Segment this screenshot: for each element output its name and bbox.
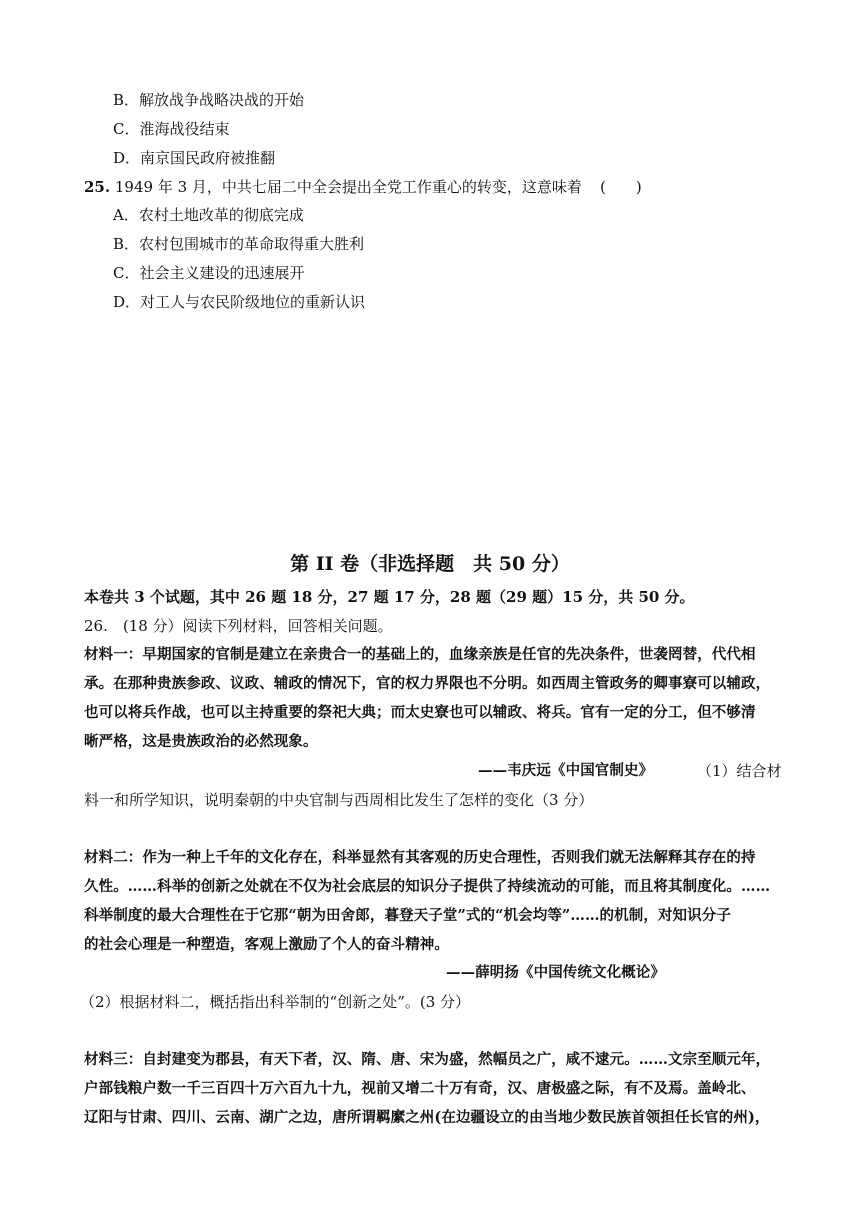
section-title: 第 II 卷（非选择题 共 50 分）	[290, 553, 570, 575]
question-25	[84, 177, 582, 197]
answer-bracket: ( )	[600, 178, 642, 196]
source-citation-1: ——韦庆远《中国官制史》	[478, 762, 654, 779]
material-line: 久性。……科举的创新之处就在不仅为社会底层的知识分子提供了持续流动的可能，而且将其制度化。……	[84, 878, 771, 895]
material-line: 材料二：作为一种上千年的文化存在，科举显然有其客观的历史合理性，否则我们就无法解释其存在的持	[84, 849, 756, 866]
material-line: 的社会心理是一种塑造，客观上激励了个人的奋斗精神。	[84, 936, 449, 953]
q25-option-d: D．对工人与农民阶级地位的重新认识	[113, 293, 366, 311]
material-line: 材料三：自封建变为郡县，有天下者，汉、隋、唐、宋为盛，然幅员之广，咸不逮元。……文宗至顺元年，	[84, 1051, 771, 1068]
question-number: 25.	[84, 178, 111, 196]
question-26-header: 26. (18 分）阅读下列材料，回答相关问题。	[84, 617, 393, 635]
material-line: 户部钱粮户数一千三百四十万六百九十九，视前又增二十万有奇，汉、唐极盛之际，有不及焉。盖岭北、	[84, 1080, 756, 1097]
question-stem: 1949 年 3 月，中共七届二中全会提出全党工作重心的转变，这意味着	[114, 178, 582, 196]
q24-option-b: B．解放战争战略决战的开始	[113, 91, 305, 109]
sub-question-1: 料一和所学知识，说明秦朝的中央官制与西周相比发生了怎样的变化（3 分）	[84, 791, 594, 809]
material-line: 科举制度的最大合理性在于它那“朝为田舍郎，暮登天子堂”式的“机会均等”……的机制，对知识分子	[84, 907, 731, 924]
q25-option-a: A．农村土地改革的彻底完成	[113, 206, 304, 224]
q24-option-c: C．淮海战役结束	[113, 120, 230, 138]
material-line: 晰严格，这是贵族政治的必然现象。	[84, 733, 318, 750]
material-line: 辽阳与甘肃、四川、云南、湖广之边，唐所谓羁縻之州(在边疆设立的由当地少数民族首领担任长官的州)，	[84, 1109, 770, 1126]
sub-question-2: （2）根据材料二，概括指出科举制的“创新之处”。(3 分）	[80, 993, 471, 1011]
q25-option-c: C．社会主义建设的迅速展开	[113, 264, 305, 282]
section-intro: 本卷共 3 个试题，其中 26 题 18 分，27 题 17 分，28 题（29 题）15 分，共 50 分。	[84, 588, 695, 606]
material-line: 材料一：早期国家的官制是建立在亲贵合一的基础上的，血缘亲族是任官的先决条件，世袭罔替，代代相	[84, 646, 756, 663]
material-line: 承。在那种贵族参政、议政、辅政的情况下，官的权力界限也不分明。如西周主管政务的卿事寮可以辅政，	[84, 675, 771, 692]
q24-option-d: D．南京国民政府被推翻	[113, 149, 276, 167]
sub-question-1-start: （1）结合材	[697, 762, 782, 780]
source-citation-2: ——薛明扬《中国传统文化概论》	[446, 964, 665, 981]
q25-option-b: B．农村包围城市的革命取得重大胜利	[113, 235, 365, 253]
material-line: 也可以将兵作战，也可以主持重要的祭祀大典；而太史寮也可以辅政、将兵。官有一定的分工，但不够清	[84, 704, 756, 721]
